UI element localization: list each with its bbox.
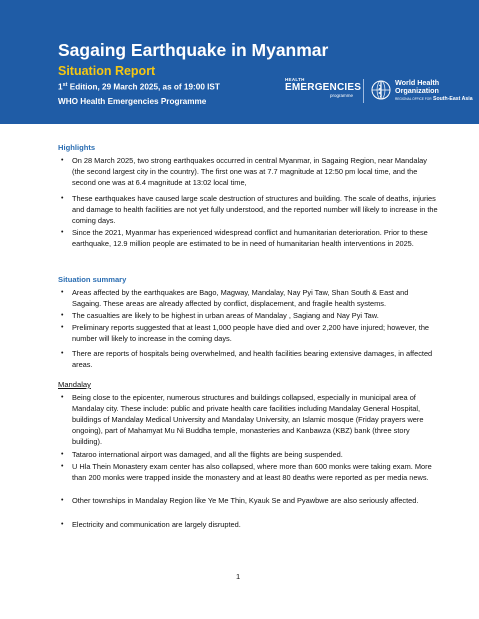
who-line-1: World Health: [395, 78, 440, 87]
who-logo-text: [395, 79, 473, 103]
who-line-3: [395, 96, 473, 103]
list-item: [58, 449, 438, 460]
bullet-marker: •: [61, 157, 64, 164]
bullet-marker: •: [61, 312, 64, 319]
mandalay-text: Other townships in Mandalay Region like Ye Me Thin, Kyauk Se and Pyawbwe are also seriously affected.: [72, 496, 419, 505]
list-item: [58, 495, 438, 506]
report-title: Sagaing Earthquake in Myanmar: [58, 40, 329, 60]
health-emergencies-logo: [285, 77, 365, 98]
bullet-marker: •: [61, 350, 64, 357]
bullet-marker: •: [61, 521, 64, 528]
edition-date: Edition, 29 March 2025, as of 19:00 IST: [67, 82, 220, 92]
bullet-marker: •: [61, 229, 64, 236]
list-item: [58, 348, 438, 370]
situation-text: Areas affected by the earthquakes are Bago, Magway, Mandalay, Nay Pyi Taw, Shan South & East and Sagaing. These areas are already affected by conflict, displacement, and fragile health systems.: [72, 288, 409, 308]
he-logo-top: HEALTH: [285, 77, 305, 82]
edition-number: 1: [58, 82, 63, 92]
situation-text: There are reports of hospitals being overwhelmed, and health facilities bearing extensive damages, in affected areas.: [72, 349, 433, 369]
mandalay-text: Electricity and communication are largely disrupted.: [72, 520, 241, 529]
bullet-marker: •: [61, 497, 64, 504]
bullet-marker: •: [61, 289, 64, 296]
logo-divider: [363, 79, 364, 103]
highlight-text: On 28 March 2025, two strong earthquakes occurred in central Myanmar, in Sagaing Region, near Mandalay (the second largest city in the country). The first one was at 7.7 magnitude at 12:50 pm local time, and the second one was at 6.4 magnitude at 13:02 local time,: [72, 156, 427, 187]
edition-suffix: st: [62, 82, 68, 88]
list-item: [58, 519, 438, 530]
list-item: [58, 287, 438, 309]
bullet-marker: •: [61, 324, 64, 331]
programme-line: WHO Health Emergencies Programme: [58, 97, 207, 106]
who-emblem-icon: [371, 80, 391, 102]
header-banner: [0, 0, 479, 124]
bullet-marker: •: [61, 195, 64, 202]
situation-text: The casualties are likely to be highest in urban areas of Mandalay , Sagiang and Nay Pyi Taw.: [72, 311, 379, 320]
situation-text: Preliminary reports suggested that at least 1,000 people have died and over 2,200 have injured; however, the number will likely to increase in the coming days.: [72, 323, 430, 343]
mandalay-text: Being close to the epicenter, numerous structures and buildings collapsed, especially in municipal area of Mandalay city. These include: public and private health care facilities including Mandalay General Hospital, buildings of Mandalay Medical University and Mandalay University, an Islamic mosque (Friday prayers were ongoing), part of Mahamyat Mu Ni Buddha temple, monasteries and Kanbawza (KBZ) bank (three story building).: [72, 393, 424, 446]
list-item: [58, 310, 438, 321]
list-item: [58, 461, 438, 483]
list-item: [58, 155, 438, 188]
highlight-text: These earthquakes have caused large scale destruction of structures and building. The scale of deaths, injuries and damage to health facilities are not yet fully understood, and the reported number will likely to increase in the coming days.: [72, 194, 438, 225]
situation-summary-heading: Situation summary: [58, 275, 127, 284]
report-subtitle: Situation Report: [58, 64, 156, 78]
mandalay-text: Tataroo international airport was damaged, and all the flights are being suspended.: [72, 450, 343, 459]
highlight-text: Since the 2021, Myanmar has experienced widespread conflict and humanitarian deterioration. Prior to these earthquake, 12.9 million people are estimated to be in need of humanitarian health interventions in 2025.: [72, 228, 428, 248]
list-item: [58, 193, 438, 226]
he-logo-mid: EMERGENCIES: [285, 82, 362, 93]
who-regional-office-label: REGIONAL OFFICE FOR: [395, 97, 432, 101]
bullet-marker: •: [61, 394, 64, 401]
list-item: [58, 227, 438, 249]
mandalay-text: U Hla Thein Monastery exam center has also collapsed, where more than 600 monks were taking exam. More than 200 monks were trapped inside the monastery and at least 80 deaths were reported as per media news.: [72, 462, 432, 482]
edition-line: [58, 82, 220, 92]
who-region-name: South-East Asia: [433, 96, 473, 102]
bullet-marker: •: [61, 451, 64, 458]
page-number: 1: [236, 572, 241, 581]
mandalay-heading: Mandalay: [58, 380, 91, 389]
bullet-marker: •: [61, 463, 64, 470]
who-line-2: Organization: [395, 86, 439, 95]
list-item: [58, 392, 438, 447]
he-logo-bot: programme: [329, 93, 353, 98]
highlights-heading: Highlights: [58, 143, 96, 152]
list-item: [58, 322, 438, 344]
